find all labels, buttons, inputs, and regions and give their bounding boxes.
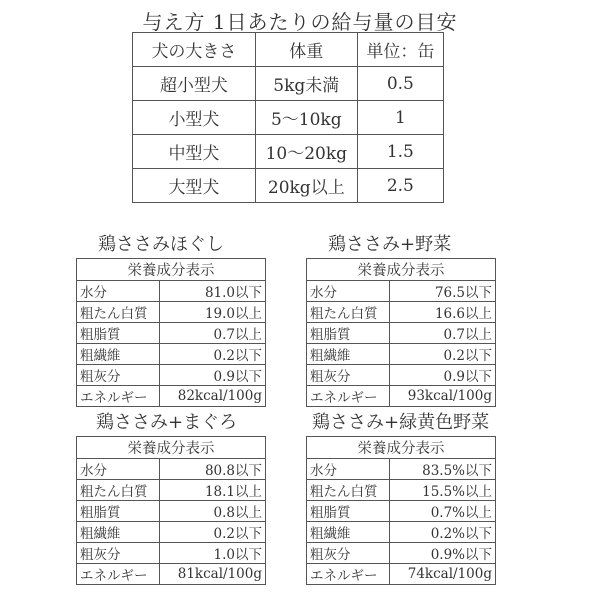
nutrient-value: 80.8以下 xyxy=(160,459,266,480)
nutrient-name: 粗灰分 xyxy=(307,543,390,564)
column-header: 犬の大きさ xyxy=(133,33,256,67)
table-row xyxy=(133,169,444,203)
table-cell: 0.5 xyxy=(357,67,443,101)
nutrient-name: 水分 xyxy=(77,281,160,302)
table-row xyxy=(307,522,496,543)
nutrient-value: 0.9%以下 xyxy=(390,543,496,564)
table-row xyxy=(133,101,444,135)
nutrient-value: 76.5以下 xyxy=(390,281,496,302)
nutrient-value: 0.9以下 xyxy=(390,365,496,386)
nutrient-value: 81kcal/100g xyxy=(160,564,266,585)
table-row xyxy=(133,135,444,169)
panel-title: 鶏ささみほぐし xyxy=(98,234,224,255)
table-row xyxy=(307,459,496,480)
table-cell: 20kg以上 xyxy=(255,169,357,203)
nutrient-value: 0.2以下 xyxy=(160,522,266,543)
table-row xyxy=(307,543,496,564)
table-row xyxy=(77,564,266,585)
nutrient-name: 粗たん白質 xyxy=(77,480,160,501)
table-row xyxy=(307,344,496,365)
nutrient-value: 74kcal/100g xyxy=(390,564,496,585)
table-row xyxy=(77,302,266,323)
nutrient-value: 1.0以下 xyxy=(160,543,266,564)
nutrient-value: 0.7%以上 xyxy=(390,501,496,522)
table-row xyxy=(77,344,266,365)
table-row xyxy=(77,281,266,302)
table-row xyxy=(77,543,266,564)
feeding-amount-table xyxy=(132,32,444,203)
nutrient-name: 粗脂質 xyxy=(307,501,390,522)
nutrient-name: 粗灰分 xyxy=(77,365,160,386)
nutrient-name: 粗脂質 xyxy=(307,323,390,344)
nutrition-header: 栄養成分表示 xyxy=(77,259,266,281)
nutrition-table xyxy=(76,436,266,585)
nutrient-name: 水分 xyxy=(307,281,390,302)
nutrient-name: 粗繊維 xyxy=(77,344,160,365)
panel-title: 鶏ささみ+まぐろ xyxy=(96,412,238,433)
nutrient-value: 16.6以上 xyxy=(390,302,496,323)
table-row xyxy=(307,365,496,386)
nutrition-table xyxy=(306,436,496,585)
table-row xyxy=(133,67,444,101)
table-row xyxy=(307,302,496,323)
nutrient-name: 粗たん白質 xyxy=(77,302,160,323)
table-cell: 5kg未満 xyxy=(255,67,357,101)
nutrient-name: 水分 xyxy=(307,459,390,480)
table-cell: 10～20kg xyxy=(255,135,357,169)
nutrient-name: エネルギー xyxy=(307,564,390,585)
table-row xyxy=(307,564,496,585)
nutrient-value: 93kcal/100g xyxy=(390,386,496,407)
nutrient-name: 粗たん白質 xyxy=(307,480,390,501)
table-row xyxy=(307,480,496,501)
nutrient-name: 粗灰分 xyxy=(307,365,390,386)
table-header-row xyxy=(133,33,444,67)
panel-title: 鶏ささみ+野菜 xyxy=(328,234,452,255)
nutrition-header: 栄養成分表示 xyxy=(77,437,266,459)
nutrition-table xyxy=(306,258,496,407)
table-row xyxy=(77,522,266,543)
nutrition-header: 栄養成分表示 xyxy=(307,259,496,281)
table-cell: 中型犬 xyxy=(133,135,256,169)
table-row xyxy=(77,365,266,386)
panel-title: 鶏ささみ+緑黄色野菜 xyxy=(312,412,490,433)
nutrient-name: エネルギー xyxy=(307,386,390,407)
nutrient-value: 0.2%以下 xyxy=(390,522,496,543)
nutrient-name: 水分 xyxy=(77,459,160,480)
nutrient-value: 0.2以下 xyxy=(160,344,266,365)
table-row xyxy=(77,323,266,344)
nutrient-value: 0.2以下 xyxy=(390,344,496,365)
nutrient-name: 粗繊維 xyxy=(307,522,390,543)
table-cell: 小型犬 xyxy=(133,101,256,135)
table-row xyxy=(77,480,266,501)
nutrient-value: 82kcal/100g xyxy=(160,386,266,407)
nutrient-value: 0.9以下 xyxy=(160,365,266,386)
table-row xyxy=(307,281,496,302)
nutrient-name: 粗繊維 xyxy=(77,522,160,543)
table-row xyxy=(307,323,496,344)
table-row xyxy=(77,501,266,522)
nutrient-value: 83.5%以下 xyxy=(390,459,496,480)
nutrition-table xyxy=(76,258,266,407)
nutrient-value: 0.7以上 xyxy=(160,323,266,344)
table-cell: 2.5 xyxy=(357,169,443,203)
nutrient-name: 粗たん白質 xyxy=(307,302,390,323)
nutrient-value: 81.0以下 xyxy=(160,281,266,302)
nutrient-name: 粗脂質 xyxy=(77,323,160,344)
nutrient-name: 粗灰分 xyxy=(77,543,160,564)
column-header: 単位：缶 xyxy=(357,33,443,67)
page-title: 与え方 1日あたりの給与量の目安 xyxy=(142,10,458,34)
nutrient-name: エネルギー xyxy=(77,386,160,407)
table-row xyxy=(307,386,496,407)
table-row xyxy=(77,459,266,480)
table-cell: 大型犬 xyxy=(133,169,256,203)
column-header: 体重 xyxy=(255,33,357,67)
table-row xyxy=(77,386,266,407)
nutrient-value: 19.0以上 xyxy=(160,302,266,323)
table-row xyxy=(307,501,496,522)
table-cell: 超小型犬 xyxy=(133,67,256,101)
nutrient-value: 18.1以上 xyxy=(160,480,266,501)
nutrition-header: 栄養成分表示 xyxy=(307,437,496,459)
nutrient-name: 粗繊維 xyxy=(307,344,390,365)
nutrient-value: 15.5%以上 xyxy=(390,480,496,501)
nutrient-value: 0.8以上 xyxy=(160,501,266,522)
nutrient-value: 0.7以上 xyxy=(390,323,496,344)
nutrient-name: 粗脂質 xyxy=(77,501,160,522)
table-cell: 1.5 xyxy=(357,135,443,169)
table-cell: 1 xyxy=(357,101,443,135)
nutrient-name: エネルギー xyxy=(77,564,160,585)
table-cell: 5～10kg xyxy=(255,101,357,135)
